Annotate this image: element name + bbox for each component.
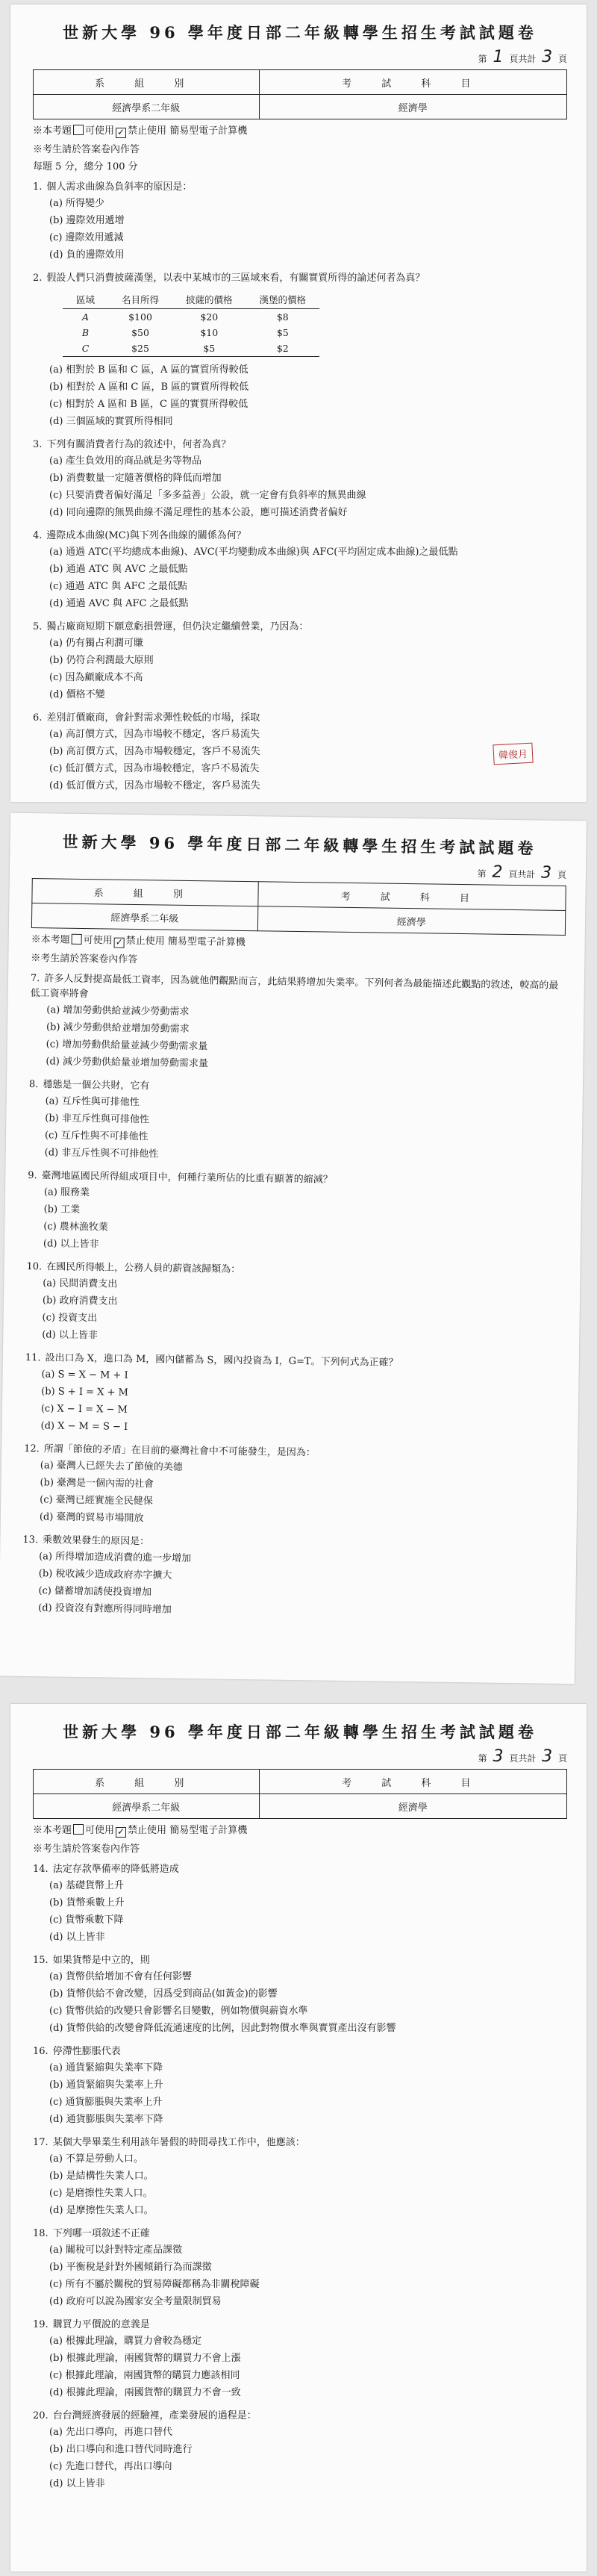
answer-option: (c) 因為顧廠成本不高 <box>49 672 143 683</box>
answer-option: (a) S = X − M + I <box>41 1369 128 1381</box>
question-text: 某個大學畢業生利用該年暑假的時間尋找工作中，他應該： <box>52 2137 305 2148</box>
question <box>33 1953 567 1968</box>
question <box>33 2135 567 2150</box>
cannot-use-label: 禁止使用 <box>128 1825 167 1836</box>
question-text: 購買力平價說的意義是 <box>52 2319 150 2330</box>
answer-option: (d) 根據此理論，兩國貨幣的購買力不會一致 <box>49 2387 241 2398</box>
table-header-cell: 披薩的價格 <box>172 290 246 309</box>
page-number <box>33 1747 567 1766</box>
answer-option: (b) 根據此理論，兩國貨幣的購買力不會上漲 <box>49 2353 241 2364</box>
answer-option: (d) 以上皆非 <box>43 1238 99 1251</box>
dept-label: 系 組 別 <box>34 70 260 95</box>
question-list <box>33 180 567 794</box>
question-number: 6. <box>33 712 43 724</box>
question-text: 設出口為 X，進口為 M，國內儲蓄為 S，國內投資為 I，G=T。下列何式為正確？ <box>45 1352 398 1369</box>
dept-value: 經濟學系二年級 <box>31 903 257 931</box>
checkbox-empty <box>73 125 84 135</box>
question-number: 3. <box>33 439 43 450</box>
checkbox-checked: ✓ <box>117 127 125 137</box>
checkbox-empty <box>72 934 82 945</box>
exam-page-3 <box>10 1704 587 2572</box>
answer-option: (a) 基礎貨幣上升 <box>49 1880 125 1891</box>
answer-option: (d) 負的邊際效用 <box>49 249 125 261</box>
table-cell: B <box>81 327 90 338</box>
exam-title: 世新大學 96 學年度日部二年級轉學生招生考試試題卷 <box>63 1723 537 1741</box>
dept-label: 系 組 別 <box>34 1770 260 1794</box>
question-number: 15. <box>33 1955 49 1966</box>
answer-option: (a) 貨幣供給增加不會有任何影響 <box>49 1971 193 1982</box>
page-label-mid: 頁共計 <box>508 868 536 880</box>
page-number-value: 2 <box>492 862 503 882</box>
answer-option: (a) 先出口導向，再進口替代 <box>49 2427 173 2438</box>
answer-option: (b) 非互斥性與可排他性 <box>45 1113 150 1126</box>
answer-option: (c) 是磨擦性失業人口。 <box>49 2188 153 2199</box>
answer-option: (a) 通過 ATC(平均總成本曲線)、AVC(平均變動成本曲線)與 AFC(平均固定成本曲線)之最低點 <box>49 547 458 558</box>
answer-option: (c) 相對於 A 區和 B 區，C 區的實質所得較低 <box>49 399 249 410</box>
calculator-note <box>33 1822 567 1838</box>
page-label-suffix: 頁 <box>557 869 567 881</box>
page-label-mid: 頁共計 <box>509 1753 537 1764</box>
answer-option: (c) 貨幣乘數下降 <box>49 1914 124 1926</box>
subject-label: 考 試 科 目 <box>257 882 566 911</box>
answer-option: (a) 相對於 B 區和 C 區，A 區的實質所得較低 <box>49 364 249 376</box>
answer-option: (c) X − I = X − M <box>40 1403 128 1416</box>
answer-option: (d) 投資沒有對應所得同時增加 <box>38 1602 172 1616</box>
calc-prefix: ※本考題 <box>33 1825 72 1836</box>
answer-option: (d) X − M = S − I <box>40 1420 128 1433</box>
answer-option: (b) 出口導向和進口替代同時進行 <box>49 2444 193 2455</box>
answer-option: (d) 臺灣的貿易市場開放 <box>39 1511 144 1525</box>
answer-option: (d) 同向邊際的無異曲線不滿足理性的基本公設，應可描述消費者偏好 <box>49 507 348 518</box>
answer-option: (d) 是摩擦性失業人口。 <box>49 2205 154 2216</box>
question <box>33 438 567 452</box>
answer-option: (b) S + I = X + M <box>41 1386 128 1399</box>
dept-value: 經濟學系二年級 <box>34 95 260 119</box>
page-label-prefix: 第 <box>477 868 487 880</box>
page-total-value: 3 <box>542 1747 553 1766</box>
question-number: 9. <box>28 1169 37 1182</box>
answer-option: (b) 高訂價方式，因為市場較穩定，客戶不易流失 <box>49 746 260 757</box>
question-text: 許多人反對提高最低工資率，因為就他們觀點而言，此結果將增加失業率。下列何者為最能描述此觀點的敘述，較高的最低工資率將會 <box>30 973 559 1001</box>
question-text: 如果貨幣是中立的，則 <box>52 1955 150 1966</box>
checkbox-checked: ✓ <box>117 1826 125 1837</box>
table-row <box>63 340 319 357</box>
answer-option: (a) 臺灣人已經失去了節儉的美德 <box>40 1460 183 1473</box>
answer-option: (b) 邊際效用遞增 <box>49 215 125 226</box>
answer-option: (c) 農林漁牧業 <box>43 1221 108 1233</box>
table-cell: $5 <box>172 340 246 357</box>
table-cell: C <box>63 340 108 357</box>
question <box>33 180 567 195</box>
page-label-suffix: 頁 <box>557 1753 567 1764</box>
question-number: 11. <box>25 1351 41 1364</box>
page-number-value: 3 <box>493 1747 504 1766</box>
answer-option: (c) 邊際效用遞減 <box>49 232 124 243</box>
subject-value: 經濟學 <box>259 1794 566 1819</box>
table-row <box>63 309 319 326</box>
answer-option: (c) 低訂價方式，因為市場較穩定，客戶不易流失 <box>49 763 260 774</box>
answer-option: (d) 價格不變 <box>49 689 105 700</box>
subject-label: 考 試 科 目 <box>259 70 566 95</box>
answer-option: (d) 減少勞動供給量並增加勞動需求量 <box>46 1056 209 1070</box>
checkbox-empty <box>73 1824 84 1835</box>
page-number-value: 1 <box>493 48 504 66</box>
question-text: 在國民所得帳上，公務人員的薪資該歸類為： <box>46 1261 241 1275</box>
question <box>33 529 567 544</box>
question-text: 所謂「節儉的矛盾」在目前的臺灣社會中不可能發生，是因為： <box>43 1443 316 1459</box>
answer-option: (d) 政府可以說為國家安全考量限制貿易 <box>49 2296 222 2307</box>
answer-option: (c) 互斥性與不可排他性 <box>44 1130 149 1143</box>
answer-option: (a) 關稅可以針對特定產品課徵 <box>49 2244 183 2256</box>
question-text: 台台灣經濟發展的經驗裡，產業發展的過程是： <box>52 2410 257 2421</box>
answer-option: (c) 通過 ATC 與 AFC 之最低點 <box>49 581 187 592</box>
question-number: 16. <box>33 2046 49 2057</box>
subject-value: 經濟學 <box>257 906 566 936</box>
table-cell: $20 <box>200 311 219 323</box>
answer-note: ※考生請於答案卷內作答 <box>33 1844 140 1855</box>
can-use-label: 可使用 <box>85 1825 115 1836</box>
dept-value: 經濟學系二年級 <box>34 1794 260 1819</box>
answer-option: (b) 稅收減少造成政府赤字擴大 <box>38 1568 172 1581</box>
reviewer-stamp: 韓俊月 <box>493 743 533 765</box>
answer-option: (c) 根據此理論，兩國貨幣的購買力應該相同 <box>49 2370 240 2381</box>
calc-prefix: ※本考題 <box>33 125 72 137</box>
question <box>33 2318 567 2333</box>
page-total-value: 3 <box>542 48 553 66</box>
question-number: 10. <box>26 1260 43 1273</box>
question-text: 下列哪一項敘述不正確 <box>52 2228 150 2239</box>
table-cell: $5 <box>276 327 289 338</box>
page-total-value: 3 <box>540 863 552 883</box>
question-number: 17. <box>33 2137 49 2148</box>
answer-option: (b) 消費數量一定隨著價格的降低而增加 <box>49 473 222 484</box>
question-number: 18. <box>33 2228 49 2239</box>
can-use-label: 可使用 <box>83 934 113 947</box>
answer-option: (c) 所有不屬於關稅的貿易障礙都稱為非關稅障礙 <box>49 2279 260 2290</box>
question-text: 臺灣地區國民所得組成項目中，何種行業所佔的比重有顯著的縮減？ <box>41 1170 333 1186</box>
question-text: 下列有關消費者行為的敘述中，何者為真？ <box>46 439 231 450</box>
answer-option: (d) 以上皆非 <box>49 2478 105 2489</box>
exam-title: 世新大學 96 學年度日部二年級轉學生招生考試試題卷 <box>63 23 537 42</box>
answer-option: (a) 不算是勞動人口。 <box>49 2153 144 2165</box>
exam-title: 世新大學 96 學年度日部二年級轉學生招生考試試題卷 <box>62 832 537 858</box>
answer-option: (c) 投資支出 <box>42 1312 98 1325</box>
answer-option: (a) 民間消費支出 <box>43 1278 118 1290</box>
table-row <box>63 325 319 340</box>
question-text: 邊際成本曲線(MC)與下列各曲線的關係為何？ <box>46 530 246 541</box>
answer-option: (d) 以上皆非 <box>49 1932 105 1943</box>
answer-option: (a) 所得增加造成消費的進一步增加 <box>39 1551 192 1565</box>
table-cell: $25 <box>108 340 172 357</box>
answer-option: (b) 政府消費支出 <box>42 1295 118 1307</box>
question-number: 1. <box>33 181 43 193</box>
answer-option: (b) 貨幣乘數上升 <box>49 1897 125 1908</box>
calc-type: 簡易型電子計算機 <box>169 1825 248 1836</box>
answer-option: (d) 以上皆非 <box>42 1329 98 1342</box>
question-text: 停滯性膨脹代表 <box>52 2046 121 2057</box>
answer-option: (a) 增加勞動供給並減少勞動需求 <box>46 1004 190 1018</box>
table-cell: $10 <box>200 327 219 338</box>
question <box>33 2044 567 2059</box>
page-number <box>33 48 567 66</box>
question <box>33 1862 567 1877</box>
answer-option: (a) 服務業 <box>43 1186 90 1199</box>
question-number: 19. <box>33 2319 49 2330</box>
answer-option: (b) 平衡稅是針對外國傾銷行為而課徵 <box>49 2262 212 2273</box>
page-label-suffix: 頁 <box>557 54 567 64</box>
question-number: 13. <box>22 1534 39 1546</box>
table-cell: $50 <box>131 327 149 338</box>
answer-option: (b) 是結構性失業人口。 <box>49 2171 154 2182</box>
can-use-label: 可使用 <box>85 125 115 137</box>
data-table <box>63 290 319 357</box>
question-text: 法定存款準備率的降低將造成 <box>52 1864 179 1875</box>
question-number: 20. <box>33 2410 49 2421</box>
answer-option: (a) 仍有獨占利潤可賺 <box>49 638 144 649</box>
question-text: 差別訂價廠商，會針對需求彈性較低的市場，採取 <box>46 712 260 724</box>
checkbox-checked: ✓ <box>115 936 123 948</box>
answer-option: (b) 工業 <box>43 1204 81 1216</box>
answer-option: (d) 三個區域的實質所得相同 <box>49 416 173 427</box>
answer-option: (c) 增加勞動供給量並減少勞動需求量 <box>46 1039 208 1053</box>
dept-label: 系 組 別 <box>32 879 258 906</box>
answer-option: (a) 根據此理論，購買力會較為穩定 <box>49 2336 202 2347</box>
question-text: 穩態是一個公共財，它有 <box>43 1079 150 1092</box>
question-text: 獨占廠商短期下願意虧損營運，但仍決定繼續營業，乃因為： <box>46 621 309 632</box>
answer-note: ※考生請於答案卷內作答 <box>31 953 138 966</box>
calc-type: 簡易型電子計算機 <box>167 936 246 949</box>
subject-value: 經濟學 <box>259 95 566 119</box>
answer-option: (a) 互斥性與可排他性 <box>45 1095 140 1109</box>
answer-option: (d) 通貨膨脹與失業率下降 <box>49 2114 163 2125</box>
scoring-note: 每題 5 分，總分 100 分 <box>33 161 138 172</box>
question-number: 8. <box>28 1078 39 1091</box>
table-cell: $8 <box>276 311 289 323</box>
table-header-cell: 漢堡的價格 <box>246 290 320 309</box>
answer-option: (b) 臺灣是一個內需的社會 <box>40 1477 154 1490</box>
exam-page-1 <box>10 4 587 802</box>
answer-option: (d) 非互斥性與不可排他性 <box>44 1147 159 1160</box>
question <box>33 711 567 726</box>
answer-option: (c) 臺灣已經實施全民健保 <box>40 1494 153 1508</box>
exam-page-2 <box>0 813 587 1684</box>
table-header-cell: 區域 <box>63 290 108 309</box>
answer-option: (b) 減少勞動供給並增加勞動需求 <box>46 1021 190 1035</box>
page-label-prefix: 第 <box>478 1753 487 1764</box>
table-header-cell: 名目所得 <box>108 290 172 309</box>
question-text: 乘數效果發生的原因是： <box>43 1534 150 1548</box>
answer-option: (b) 仍符合利潤最大原則 <box>49 655 154 666</box>
answer-option: (d) 貨幣供給的改變會降低流通速度的比例，因此對物價水準與實質產出沒有影響 <box>49 2023 396 2034</box>
table-cell: $100 <box>128 311 152 323</box>
table-cell: A <box>81 311 90 323</box>
answer-option: (d) 低訂價方式，因為市場較不穩定，客戶易流失 <box>49 780 260 791</box>
page-label-prefix: 第 <box>478 54 487 64</box>
question-number: 12. <box>24 1443 40 1455</box>
question-list <box>33 1862 567 2492</box>
header-table <box>33 69 567 119</box>
question-number: 14. <box>33 1864 49 1875</box>
answer-option: (a) 通貨緊縮與失業率下降 <box>49 2062 163 2073</box>
question-number: 7. <box>30 973 40 985</box>
question-list <box>22 971 565 1624</box>
table-cell: $2 <box>246 340 320 357</box>
header-table <box>31 878 566 936</box>
answer-option: (c) 貨幣供給的改變只會影響名目變數，例如物價與薪資水準 <box>49 2006 308 2017</box>
page-label-mid: 頁共計 <box>509 54 537 64</box>
calculator-note <box>33 122 567 138</box>
answer-option: (d) 通過 AVC 與 AFC 之最低點 <box>49 598 189 609</box>
answer-option: (c) 只要消費者偏好滿足「多多益善」公設，就一定會有負斜率的無異曲線 <box>49 490 366 501</box>
answer-option: (b) 通過 ATC 與 AVC 之最低點 <box>49 564 188 575</box>
answer-option: (c) 通貨膨脹與失業率上升 <box>49 2097 163 2108</box>
header-table <box>33 1769 567 1819</box>
answer-option: (a) 產生負效用的商品就是劣等物品 <box>49 455 202 467</box>
answer-note: ※考生請於答案卷內作答 <box>33 144 140 155</box>
question-number: 5. <box>33 621 43 632</box>
calc-type: 簡易型電子計算機 <box>169 125 248 137</box>
answer-option: (b) 通貨緊縮與失業率上升 <box>49 2079 163 2091</box>
question <box>33 2227 567 2241</box>
subject-label: 考 試 科 目 <box>259 1770 566 1794</box>
question-text: 假設人們只消費披薩漢堡，以表中某城市的三區域來看，有關實質所得的論述何者為真？ <box>46 273 425 284</box>
answer-option: (c) 儲蓄增加誘使投資增加 <box>38 1585 152 1599</box>
answer-option: (a) 所得變少 <box>49 198 105 209</box>
question-number: 4. <box>33 530 43 541</box>
answer-option: (b) 貨幣供給不會改變，因爲受到商品(如黃金)的影響 <box>49 1988 278 2000</box>
cannot-use-label: 禁止使用 <box>125 935 165 948</box>
question <box>33 2409 567 2424</box>
cannot-use-label: 禁止使用 <box>128 125 167 137</box>
answer-option: (c) 先進口替代，再出口導向 <box>49 2461 172 2472</box>
answer-option: (a) 高訂價方式，因為市場較不穩定，客戶易流失 <box>49 729 260 740</box>
question-text: 個人需求曲線為負斜率的原因是： <box>46 181 193 193</box>
calc-prefix: ※本考題 <box>31 934 70 946</box>
question <box>33 271 567 286</box>
answer-option: (b) 相對於 A 區和 C 區，B 區的實質所得較低 <box>49 382 249 393</box>
question <box>33 620 567 635</box>
question-number: 2. <box>33 273 43 284</box>
